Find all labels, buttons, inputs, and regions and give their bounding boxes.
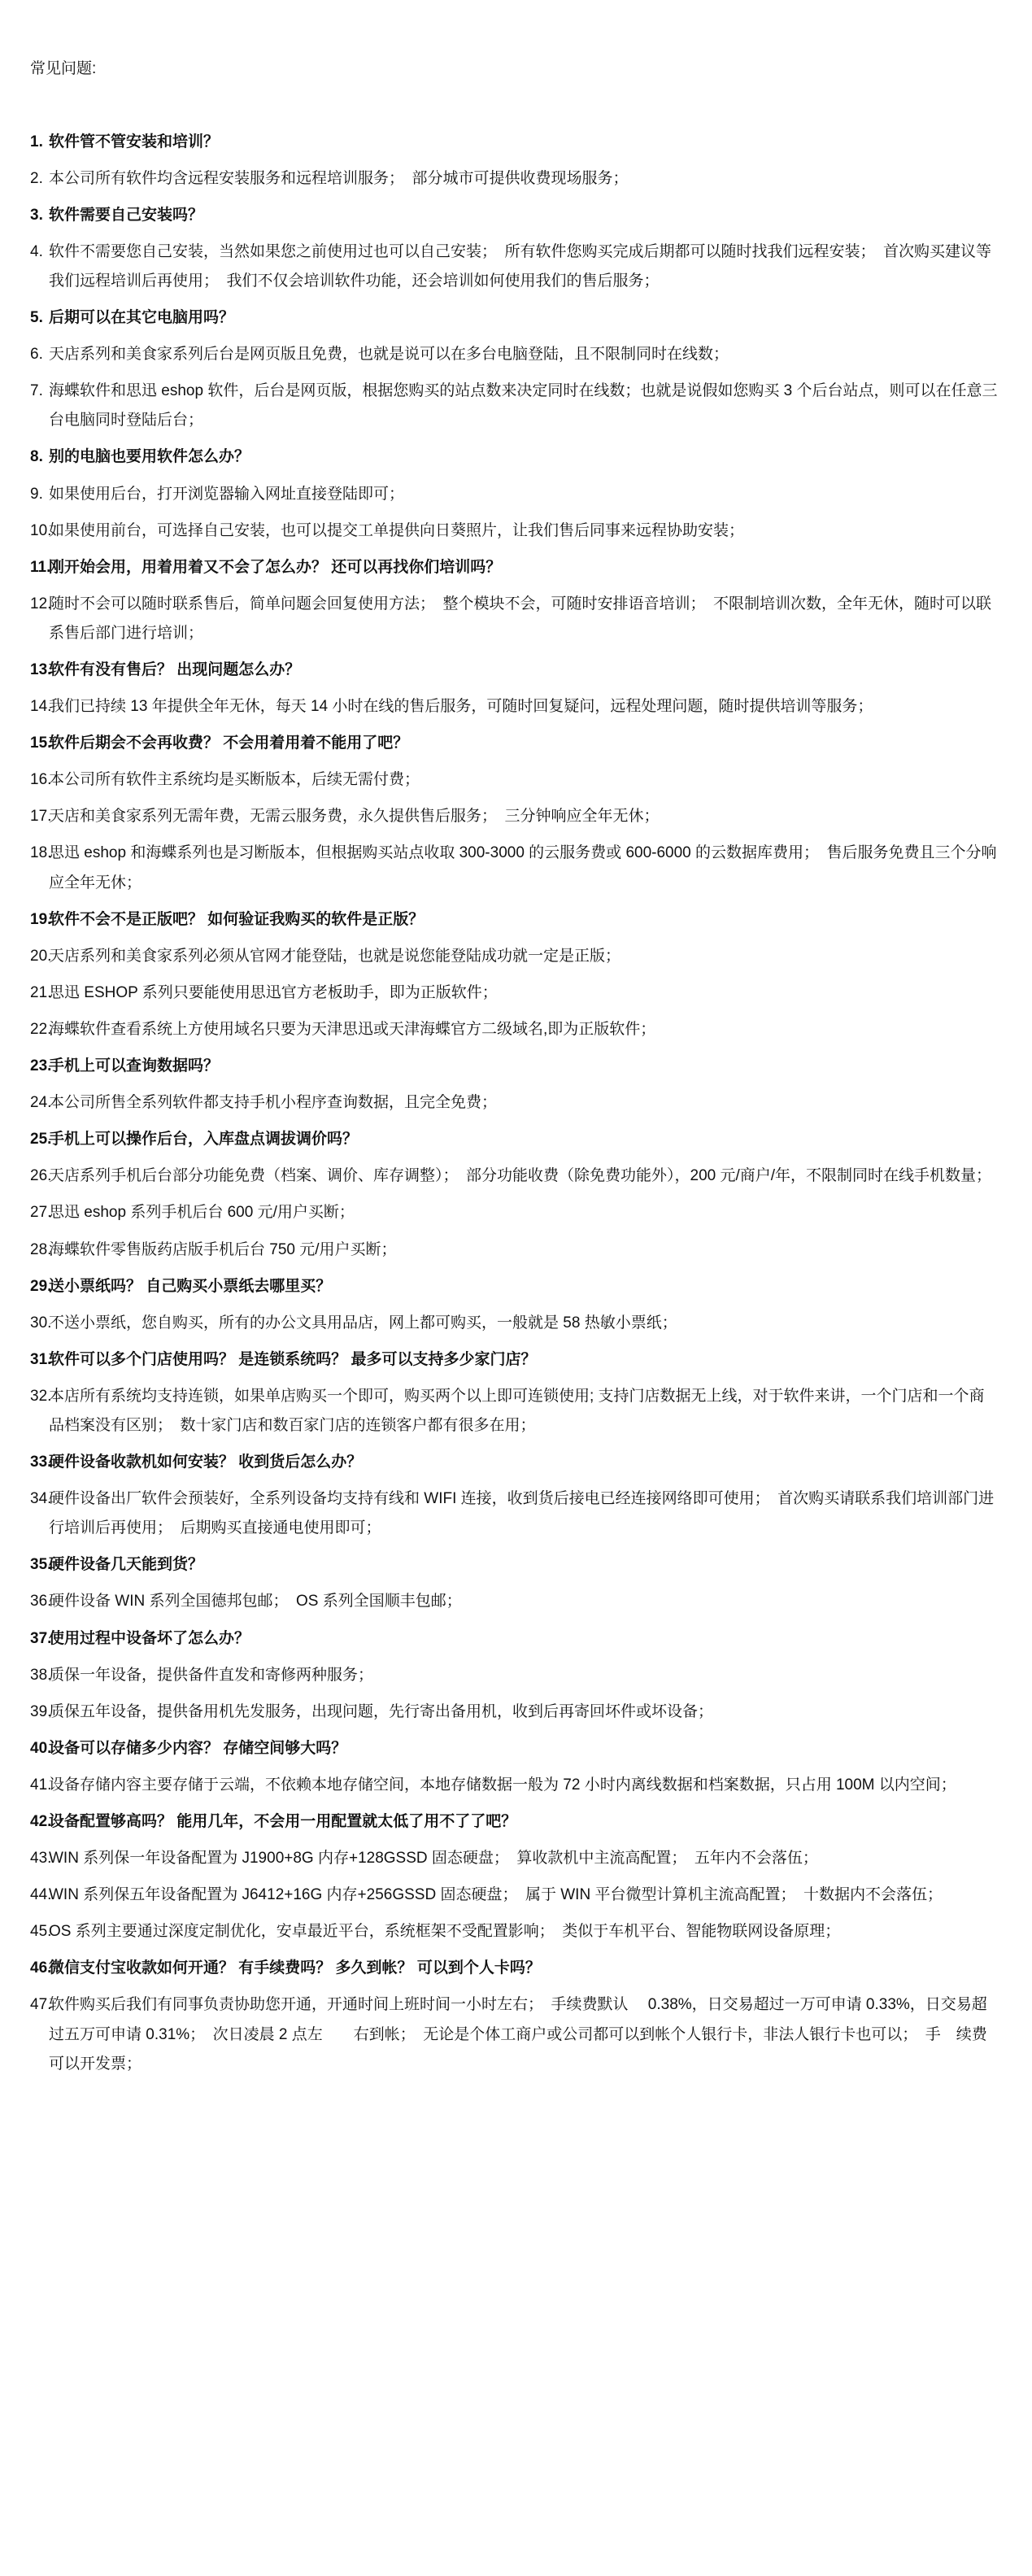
item-text: 设备配置够高吗？ 能用几年，不会用一用配置就太低了用不了了吧？ (49, 1813, 517, 1830)
item-text: 软件可以多个门店使用吗？ 是连锁系统吗？ 最多可以支持多少家门店？ (49, 1350, 537, 1368)
faq-answer (30, 692, 998, 721)
page-title: 常见问题: (30, 60, 97, 77)
item-text: 质保一年设备，提供备件直发和寄修两种服务； (49, 1666, 374, 1684)
item-number: 42. (30, 1813, 52, 1830)
faq-answer (30, 1917, 998, 1946)
faq-answer (30, 839, 998, 897)
faq-question (30, 1448, 998, 1477)
item-text: WIN 系列保一年设备配置为 J1900+8G 内存+128GSSD 固态硬盘； 算收款机中主流高配置； 五年内不会落伍； (49, 1850, 818, 1868)
item-text: 别的电脑也要用软件怎么办？ (49, 448, 250, 466)
item-text: 软件购买后我们有同事负责协助您开通，开通时间上班时间一小时左右； 手续费默认 0.38%，日交易超过一万可申请 0.33%，日交易超过五万可申请 0.31%； 次日凌晨 2 点左 右到帐； 无论是个体工商户或公司都可以到帐个人银行卡，非法人银行卡也可以； 手 续费可以开发票； (49, 1996, 987, 2073)
item-text: 天店系列和美食家系列必须从官网才能登陆，也就是说您能登陆成功就一定是正版； (49, 947, 621, 965)
item-number: 1. (30, 133, 43, 150)
item-text: 硬件设备几天能到货？ (49, 1556, 204, 1574)
item-number: 5. (30, 309, 43, 327)
faq-answer (30, 517, 998, 546)
item-text: WIN 系列保五年设备配置为 J6412+16G 内存+256GSSD 固态硬盘； 属于 WIN 平台微型计算机主流高配置； 十数据内不会落伍； (49, 1886, 943, 1904)
item-number: 6. (30, 346, 43, 364)
item-number: 33. (30, 1454, 52, 1471)
item-number: 7. (30, 382, 43, 400)
item-number: 45. (30, 1923, 52, 1941)
item-number: 23. (30, 1057, 52, 1075)
item-number: 34. (30, 1490, 52, 1508)
item-text: OS 系列主要通过深度定制优化，安卓最近平台，系统框架不受配置影响； 类似于车机平台、智能物联网设备原理； (49, 1923, 841, 1941)
item-text: 刚开始会用，用着用着又不会了怎么办？ 还可以再找你们培训吗？ (49, 558, 502, 576)
faq-answer (30, 765, 998, 795)
item-text: 质保五年设备，提供备用机先发服务，出现问题，先行寄出备用机，收到后再寄回坏件或坏设备； (49, 1702, 714, 1720)
item-number: 10. (30, 521, 52, 539)
faq-answer (30, 1088, 998, 1118)
faq-question (30, 656, 998, 685)
item-text: 手机上可以操作后台，入库盘点调拔调价吗？ (49, 1131, 359, 1149)
faq-answer (30, 1698, 998, 1727)
faq-answer (30, 1236, 998, 1265)
faq-question (30, 1272, 998, 1301)
faq-answer (30, 979, 998, 1008)
item-text: 软件不会不是正版吧？ 如何验证我购买的软件是正版？ (49, 910, 425, 928)
item-text: 随时不会可以随时联系售后，简单问题会回复使用方法； 整个模块不会，可随时安排语音培训； 不限制培训次数，全年无休，随时可以联系售后部门进行培训； (49, 595, 992, 642)
faq-question (30, 1125, 998, 1154)
faq-question (30, 1345, 998, 1375)
item-number: 46. (30, 1959, 52, 1977)
item-text: 软件不需要您自己安装，当然如果您之前使用过也可以自己安装； 所有软件您购买完成后期都可以随时找我们远程安装； 首次购买建议等我们远程培训后再使用； 我们不仅会培训软件功能，还会培训如何使用我们的售后服务； (49, 242, 992, 290)
item-number: 19. (30, 910, 52, 928)
item-number: 13. (30, 661, 52, 678)
item-number: 11. (30, 558, 51, 576)
item-number: 37. (30, 1629, 52, 1647)
item-text: 思迅 eshop 和海蝶系列也是习断版本，但根据购买站点收取 300-3000 的云服务费或 600-6000 的云数据库费用； 售后服务免费且三个分响应全年无休； (49, 844, 997, 891)
faq-question (30, 905, 998, 935)
item-text: 本公司所有软件主系统均是买断版本，后续无需付费； (49, 771, 420, 789)
faq-answer (30, 1661, 998, 1690)
item-number: 29. (30, 1277, 52, 1295)
faq-answer (30, 164, 998, 194)
item-text: 软件需要自己安装吗？ (49, 206, 204, 224)
item-number: 20. (30, 947, 52, 965)
item-text: 海蝶软件零售版药店版手机后台 750 元/用户买断； (49, 1240, 397, 1258)
faq-answer (30, 1309, 998, 1338)
item-text: 设备存储内容主要存储于云端，不依赖本地存储空间，本地存储数据一般为 72 小时内离线数据和档案数据，只占用 100M 以内空间； (49, 1776, 956, 1794)
item-number: 35. (30, 1556, 52, 1574)
item-number: 31. (30, 1350, 52, 1368)
faq-question (30, 1807, 998, 1837)
item-text: 我们已持续 13 年提供全年无休，每天 14 小时在线的售后服务，可随时回复疑问，远程处理问题，随时提供培训等服务； (49, 698, 873, 716)
item-text: 天店系列和美食家系列后台是网页版且免费，也就是说可以在多台电脑登陆，且不限制同时在线数； (49, 346, 729, 364)
item-text: 不送小票纸，您自购买，所有的办公文具用品店，网上都可购买，一般就是 58 热敏小票纸； (49, 1314, 677, 1332)
item-number: 16. (30, 771, 52, 789)
item-number: 17. (30, 808, 52, 826)
faq-question (30, 1624, 998, 1654)
faq-list (30, 128, 998, 2079)
item-number: 25. (30, 1131, 52, 1149)
faq-answer (30, 802, 998, 831)
item-number: 18. (30, 844, 52, 862)
item-text: 天店和美食家系列无需年费，无需云服务费，永久提供售后服务； 三分钟响应全年无休； (49, 808, 660, 826)
faq-answer (30, 1015, 998, 1044)
item-number: 36. (30, 1593, 52, 1611)
item-number: 2. (30, 169, 43, 187)
item-number: 12. (30, 595, 52, 612)
faq-question (30, 1954, 998, 1983)
item-number: 38. (30, 1666, 52, 1684)
item-number: 26. (30, 1167, 52, 1185)
faq-question (30, 1550, 998, 1580)
faq-answer (30, 340, 998, 369)
item-number: 14. (30, 698, 52, 716)
item-number: 30. (30, 1314, 52, 1332)
item-number: 4. (30, 242, 43, 260)
faq-question (30, 553, 998, 582)
item-text: 硬件设备出厂软件会预装好，全系列设备均支持有线和 WIFI 连接，收到货后接电已经连接网络即可使用； 首次购买请联系我们培训部门进行培训后再使用； 后期购买直接通电使用即可； (49, 1490, 995, 1537)
item-text: 海蝶软件和思迅 eshop 软件，后台是网页版，根据您购买的站点数来决定同时在线数；也就是说假如您购买 3 个后台站点，则可以在任意三台电脑同时登陆后台； (49, 382, 998, 429)
item-text: 软件后期会不会再收费？ 不会用着用着不能用了吧？ (49, 734, 409, 752)
item-text: 软件有没有售后？ 出现问题怎么办？ (49, 661, 301, 678)
faq-answer (30, 1198, 998, 1227)
item-number: 8. (30, 448, 43, 466)
item-number: 40. (30, 1739, 52, 1757)
item-text: 海蝶软件查看系统上方使用域名只要为天津思迅或天津海蝶官方二级域名,即为正版软件； (49, 1020, 656, 1038)
faq-question (30, 303, 998, 333)
item-text: 后期可以在其它电脑用吗？ (49, 309, 235, 327)
item-text: 硬件设备收款机如何安装？ 收到货后怎么办？ (49, 1454, 363, 1471)
item-text: 如果使用前台，可选择自己安装，也可以提交工单提供向日葵照片，让我们售后同事来远程协助安装； (49, 521, 745, 539)
item-number: 39. (30, 1702, 52, 1720)
item-text: 微信支付宝收款如何开通？ 有手续费吗？ 多久到帐？ 可以到个人卡吗？ (49, 1959, 541, 1977)
item-number: 47. (30, 1996, 52, 2014)
item-number: 3. (30, 206, 43, 224)
item-number: 41. (30, 1776, 52, 1794)
item-number: 27. (30, 1204, 52, 1222)
item-text: 如果使用后台，打开浏览器输入网址直接登陆即可； (49, 485, 405, 503)
item-number: 24. (30, 1094, 52, 1112)
item-text: 思迅 eshop 系列手机后台 600 元/用户买断； (49, 1204, 355, 1222)
item-text: 软件管不管安装和培训？ (49, 133, 220, 150)
item-number: 9. (30, 485, 43, 503)
faq-question (30, 729, 998, 758)
faq-answer (30, 942, 998, 971)
faq-answer (30, 1382, 998, 1441)
item-text: 本公司所有软件均含远程安装服务和远程培训服务； 部分城市可提供收费现场服务； (49, 169, 629, 187)
item-text: 天店系列手机后台部分功能免费（档案、调价、库存调整）； 部分功能收费（除免费功能外），200 元/商户/年，不限制同时在线手机数量； (49, 1167, 992, 1185)
faq-answer (30, 480, 998, 509)
item-text: 设备可以存储多少内容？ 存储空间够大吗？ (49, 1739, 347, 1757)
item-number: 43. (30, 1850, 52, 1868)
faq-answer (30, 1771, 998, 1800)
item-text: 本公司所售全系列软件都支持手机小程序查询数据，且完全免费； (49, 1094, 498, 1112)
faq-answer (30, 1587, 998, 1616)
faq-answer (30, 238, 998, 296)
item-number: 21. (30, 983, 52, 1001)
item-number: 32. (30, 1387, 52, 1405)
item-number: 28. (30, 1240, 52, 1258)
faq-question (30, 1734, 998, 1763)
item-number: 22. (30, 1020, 52, 1038)
faq-question (30, 201, 998, 230)
item-number: 44. (30, 1886, 52, 1904)
faq-question (30, 442, 998, 472)
faq-answer (30, 1484, 998, 1543)
item-text: 本店所有系统均支持连锁，如果单店购买一个即可，购买两个以上即可连锁使用; 支持门店数据无上线，对于软件来讲，一个门店和一个商品档案没有区别； 数十家门店和数百家门店的连锁客户都有很多在用； (49, 1387, 985, 1434)
faq-question (30, 1052, 998, 1081)
item-text: 送小票纸吗？ 自己购买小票纸去哪里买？ (49, 1277, 332, 1295)
item-text: 思迅 ESHOP 系列只要能使用思迅官方老板助手，即为正版软件； (49, 983, 498, 1001)
faq-answer (30, 590, 998, 648)
item-number: 15. (30, 734, 52, 752)
item-text: 硬件设备 WIN 系列全国德邦包邮； OS 系列全国顺丰包邮； (49, 1593, 462, 1611)
faq-answer (30, 1990, 998, 2078)
item-text: 使用过程中设备坏了怎么办？ (49, 1629, 250, 1647)
faq-answer (30, 1162, 998, 1191)
item-text: 手机上可以查询数据吗？ (49, 1057, 220, 1075)
faq-question (30, 128, 998, 157)
faq-answer (30, 377, 998, 435)
faq-answer (30, 1844, 998, 1873)
faq-answer (30, 1881, 998, 1910)
